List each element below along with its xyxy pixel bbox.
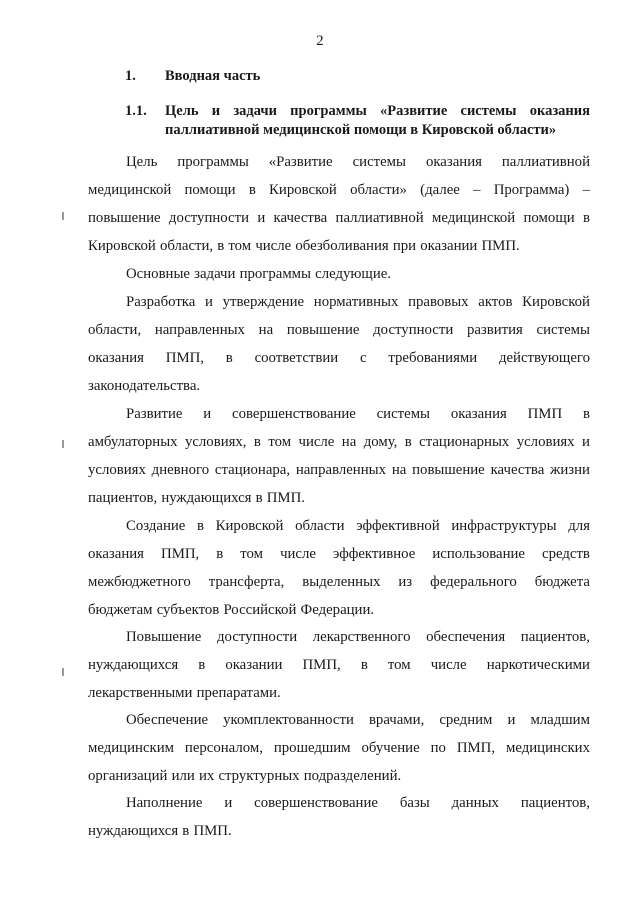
text-line: Разработка и утверждение нормативных правовых актов Кировской xyxy=(126,294,590,310)
paragraph-task-medications xyxy=(88,623,590,707)
text-line: области, направленных на повышение доступности развития системы xyxy=(88,322,590,338)
text-line: нуждающихся в ПМП. xyxy=(88,823,232,839)
text-line: медицинским персоналом, прошедшим обучение по ПМП, медицинских xyxy=(88,740,590,756)
text-line: нуждающихся в оказании ПМП, в том числе наркотическими xyxy=(88,657,590,673)
page-number: 2 xyxy=(316,33,324,49)
text-line: Повышение доступности лекарственного обеспечения пациентов, xyxy=(126,629,590,645)
text-line: оказания ПМП, в том числе эффективное использование средств xyxy=(88,546,590,562)
section-number: 1. xyxy=(125,68,136,84)
text-line: бюджетам субъектов Российской Федерации. xyxy=(88,602,375,618)
paragraph-goal xyxy=(88,148,590,260)
text-line: законодательства. xyxy=(88,378,201,394)
text-line: Кировской области, в том числе обезболивания при оказании ПМП. xyxy=(88,238,520,254)
text-line: лекарственными препаратами. xyxy=(88,685,281,701)
paragraph-task-database xyxy=(88,789,590,845)
text-line: Обеспечение укомплектованности врачами, средним и младшим xyxy=(126,712,590,728)
subsection-number: 1.1. xyxy=(125,103,147,119)
text-line: медицинской помощи в Кировской области» (далее – Программа) – xyxy=(88,182,590,198)
text-line: амбулаторных условиях, в том числе на дому, в стационарных условиях и xyxy=(88,434,590,450)
paragraph-task-infrastructure xyxy=(88,512,590,624)
text-line: пациентов, нуждающихся в ПМП. xyxy=(88,490,305,506)
margin-mark xyxy=(62,440,64,448)
text-line: Наполнение и совершенствование базы данных пациентов, xyxy=(126,795,590,811)
paragraph-tasks-intro xyxy=(88,260,590,288)
paragraph-task-legal-acts xyxy=(88,288,590,400)
margin-mark xyxy=(62,668,64,676)
paragraph-task-staffing xyxy=(88,706,590,790)
subsection-title-line-2: паллиативной медицинской помощи в Кировской области» xyxy=(165,122,557,138)
text-line: Создание в Кировской области эффективной инфраструктуры для xyxy=(126,518,590,534)
text-line: Основные задачи программы следующие. xyxy=(126,266,392,282)
text-line: организаций или их структурных подразделений. xyxy=(88,768,402,784)
text-line: межбюджетного трансферта, выделенных из федерального бюджета xyxy=(88,574,590,590)
paragraph-task-development xyxy=(88,400,590,512)
section-heading xyxy=(125,68,260,85)
subsection-title-line-1: Цель и задачи программы «Развитие системы оказания xyxy=(165,103,590,119)
subsection-heading xyxy=(125,102,590,140)
text-line: оказания ПМП, в соответствии с требованиями действующего xyxy=(88,350,590,366)
text-line: Развитие и совершенствование системы оказания ПМП в xyxy=(126,406,590,422)
text-line: условиях дневного стационара, направленных на повышение качества жизни xyxy=(88,462,590,478)
margin-mark xyxy=(62,212,64,220)
text-line: Цель программы «Развитие системы оказания паллиативной xyxy=(126,154,590,170)
section-title: Вводная часть xyxy=(165,68,261,84)
text-line: повышение доступности и качества паллиативной медицинской помощи в xyxy=(88,210,590,226)
